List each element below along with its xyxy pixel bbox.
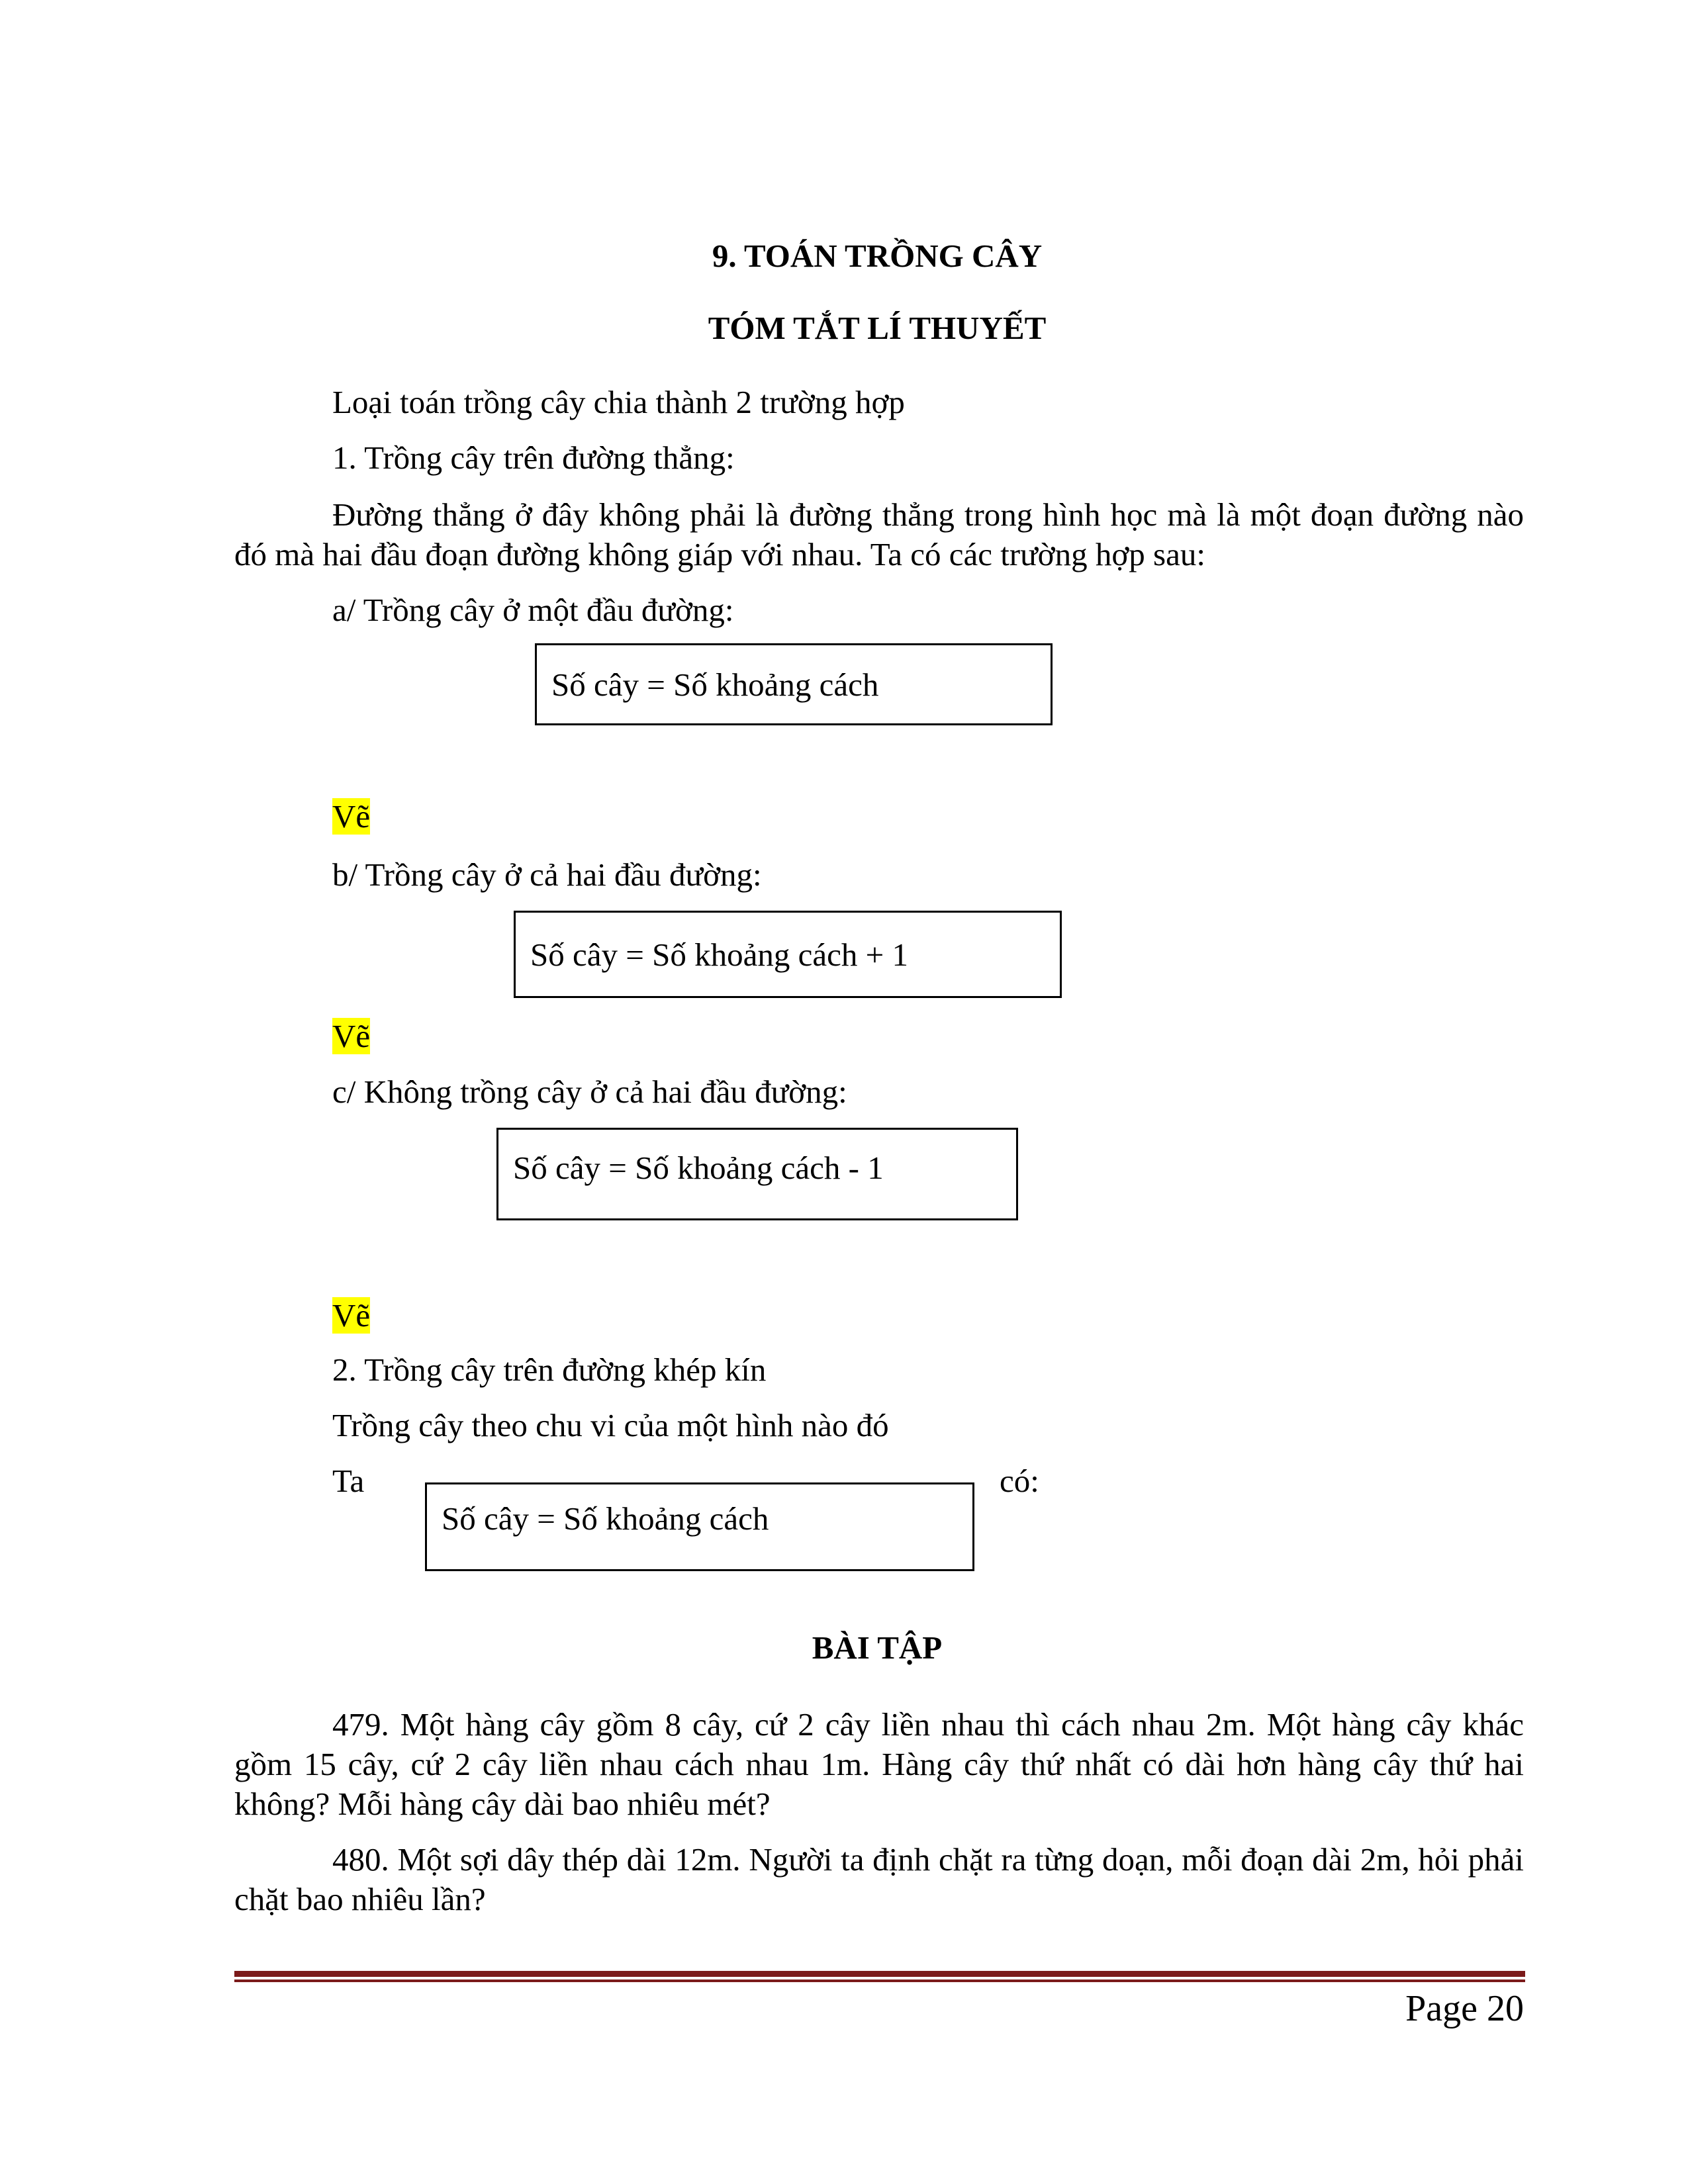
draw-note-a: Vẽ: [332, 798, 371, 835]
exercise-480: 480. Một sợi dây thép dài 12m. Người ta định chặt ra từng doạn, mỗi đoạn dài 2m, hỏi phải chặt bao nhiêu lần?: [234, 1841, 1524, 1917]
case1-heading: 1. Trồng cây trên đường thẳng:: [332, 439, 735, 476]
formula-closed: Số cây = Số khoảng cách: [442, 1500, 769, 1537]
formula-box-c: [496, 1128, 1018, 1220]
formula-b: Số cây = Số khoảng cách + 1: [530, 936, 909, 973]
case-b-label: b/ Trồng cây ở cả hai đầu đường:: [332, 856, 762, 893]
case2-heading: 2. Trồng cây trên đường khép kín: [332, 1351, 767, 1388]
theory-heading: TÓM TẮT LÍ THUYẾT: [708, 310, 1047, 346]
formula-box-a: [535, 643, 1053, 725]
formula-a: Số cây = Số khoảng cách: [551, 666, 879, 703]
draw-note-c: Vẽ: [332, 1297, 371, 1334]
case2-co: có:: [1000, 1463, 1039, 1499]
footer-rule-bottom: [234, 1979, 1525, 1982]
footer-rule-top: [234, 1971, 1525, 1977]
case2-description: Trồng cây theo chu vi của một hình nào đó: [332, 1407, 889, 1443]
draw-note-b: Vẽ: [332, 1018, 371, 1054]
exercises-heading: BÀI TẬP: [812, 1629, 943, 1666]
exercise-479: 479. Một hàng cây gồm 8 cây, cứ 2 cây liền nhau thì cách nhau 2m. Một hàng cây khác gồm 15 cây, cứ 2 cây liền nhau cách nhau 1m. Hàng cây thứ nhất có dài hơn hàng cây thứ hai không? Mỗi hàng cây dài bao nhiêu mét?: [234, 1706, 1524, 1822]
case2-ta: Ta: [332, 1463, 365, 1499]
case-a-label: a/ Trồng cây ở một đầu đường:: [332, 592, 734, 628]
page-number: Page 20: [1405, 1988, 1524, 2029]
case1-description: Đường thẳng ở đây không phải là đường thẳng trong hình học mà là một đoạn đường nào đó mà hai đầu đoạn đường không giáp với nhau. Ta có các trường hợp sau:: [234, 496, 1524, 572]
formula-box-b: [514, 911, 1062, 998]
formula-box-closed: [425, 1482, 974, 1571]
intro-text: Loại toán trồng cây chia thành 2 trường hợp: [332, 384, 905, 420]
case-c-label: c/ Không trồng cây ở cả hai đầu đường:: [332, 1073, 847, 1110]
formula-c: Số cây = Số khoảng cách - 1: [513, 1150, 884, 1186]
section-title: 9. TOÁN TRỒNG CÂY: [712, 238, 1043, 274]
